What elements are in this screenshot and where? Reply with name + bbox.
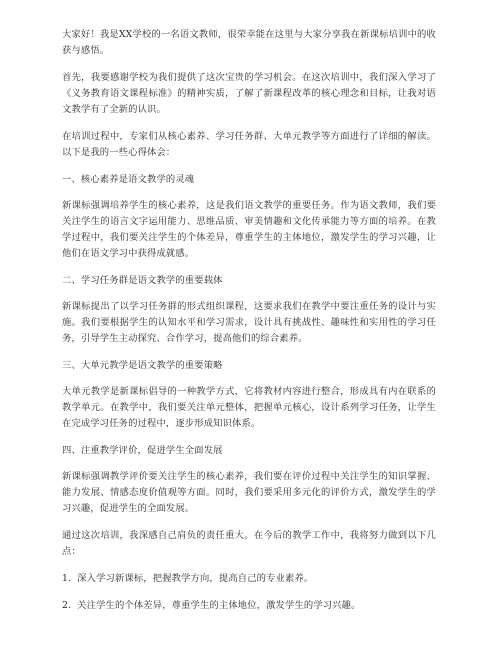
thanks-paragraph: 首先，我要感谢学校为我们提供了这次宝贵的学习机会。在这次培训中，我们深入学习了《义务教育语文课程标准》的精神实质，了解了新课程改革的核心理念和目标，让我对语文教学有了全新的认识。 — [62, 72, 436, 115]
section-body-3: 大单元教学是新课标倡导的一种教学方式，它将教材内容进行整合，形成具有内在联系的教学单元。在教学中，我们要关注单元整体，把握单元核心，设计系列学习任务，让学生在完成学习任务的过程中，逐步形成知识体系。 — [62, 386, 436, 429]
document-page — [62, 0, 436, 625]
list-item-number: 1. — [62, 573, 72, 584]
list-item — [62, 571, 436, 587]
intro-paragraph: 大家好！我是XX学校的一名语文教师，很荣幸能在这里与大家分享我在新课标培训中的收获与感悟。 — [62, 29, 436, 56]
section-body-1: 新课标强调培养学生的核心素养，这是我们语文教学的重要任务。作为语文教师，我们要关注学生的语言文字运用能力、思维品质、审美情趣和文化传承能力等方面的培养。在教学过程中，我们要关注学生的个体差异，尊重学生的主体地位，激发学生的学习兴趣，让他们在语文学习中获得成就感。 — [62, 200, 436, 259]
section-body-4: 新课标强调教学评价要关注学生的核心素养，我们要在评价过程中关注学生的知识掌握、能力发展、情感态度价值观等方面。同时，我们要采用多元化的评价方式，激发学生的学习兴趣，促进学生的全面发展。 — [62, 471, 436, 514]
list-item — [62, 598, 436, 614]
closing-paragraph: 通过这次培训，我深感自己肩负的责任重大。在今后的教学工作中，我将努力做到以下几点： — [62, 530, 436, 557]
overview-paragraph: 在培训过程中，专家们从核心素养、学习任务群、大单元教学等方面进行了详细的解读。以下是我的一些心得体会： — [62, 131, 436, 158]
section-heading-1: 一、核心素养是语文教学的灵魂 — [62, 174, 195, 185]
section-body-2: 新课标提出了以学习任务群的形式组织课程，这要求我们在教学中要注重任务的设计与实施。我们要根据学生的认知水平和学习需求，设计具有挑战性、趣味性和实用性的学习任务，引导学生主动探究、合作学习，提高他们的综合素养。 — [62, 301, 436, 344]
section-heading-4: 四、注重教学评价，促进学生全面发展 — [62, 445, 223, 456]
list-item-number: 2. — [62, 600, 72, 611]
list-item-text: 关注学生的个体差异，尊重学生的主体地位，激发学生的学习兴趣。 — [77, 600, 361, 611]
list-item-text: 深入学习新课标，把握教学方向，提高自己的专业素养。 — [77, 573, 314, 584]
section-heading-2: 二、学习任务群是语文教学的重要载体 — [62, 275, 223, 286]
plan-list — [62, 571, 436, 614]
section-heading-3: 三、大单元教学是语文教学的重要策略 — [62, 360, 223, 371]
